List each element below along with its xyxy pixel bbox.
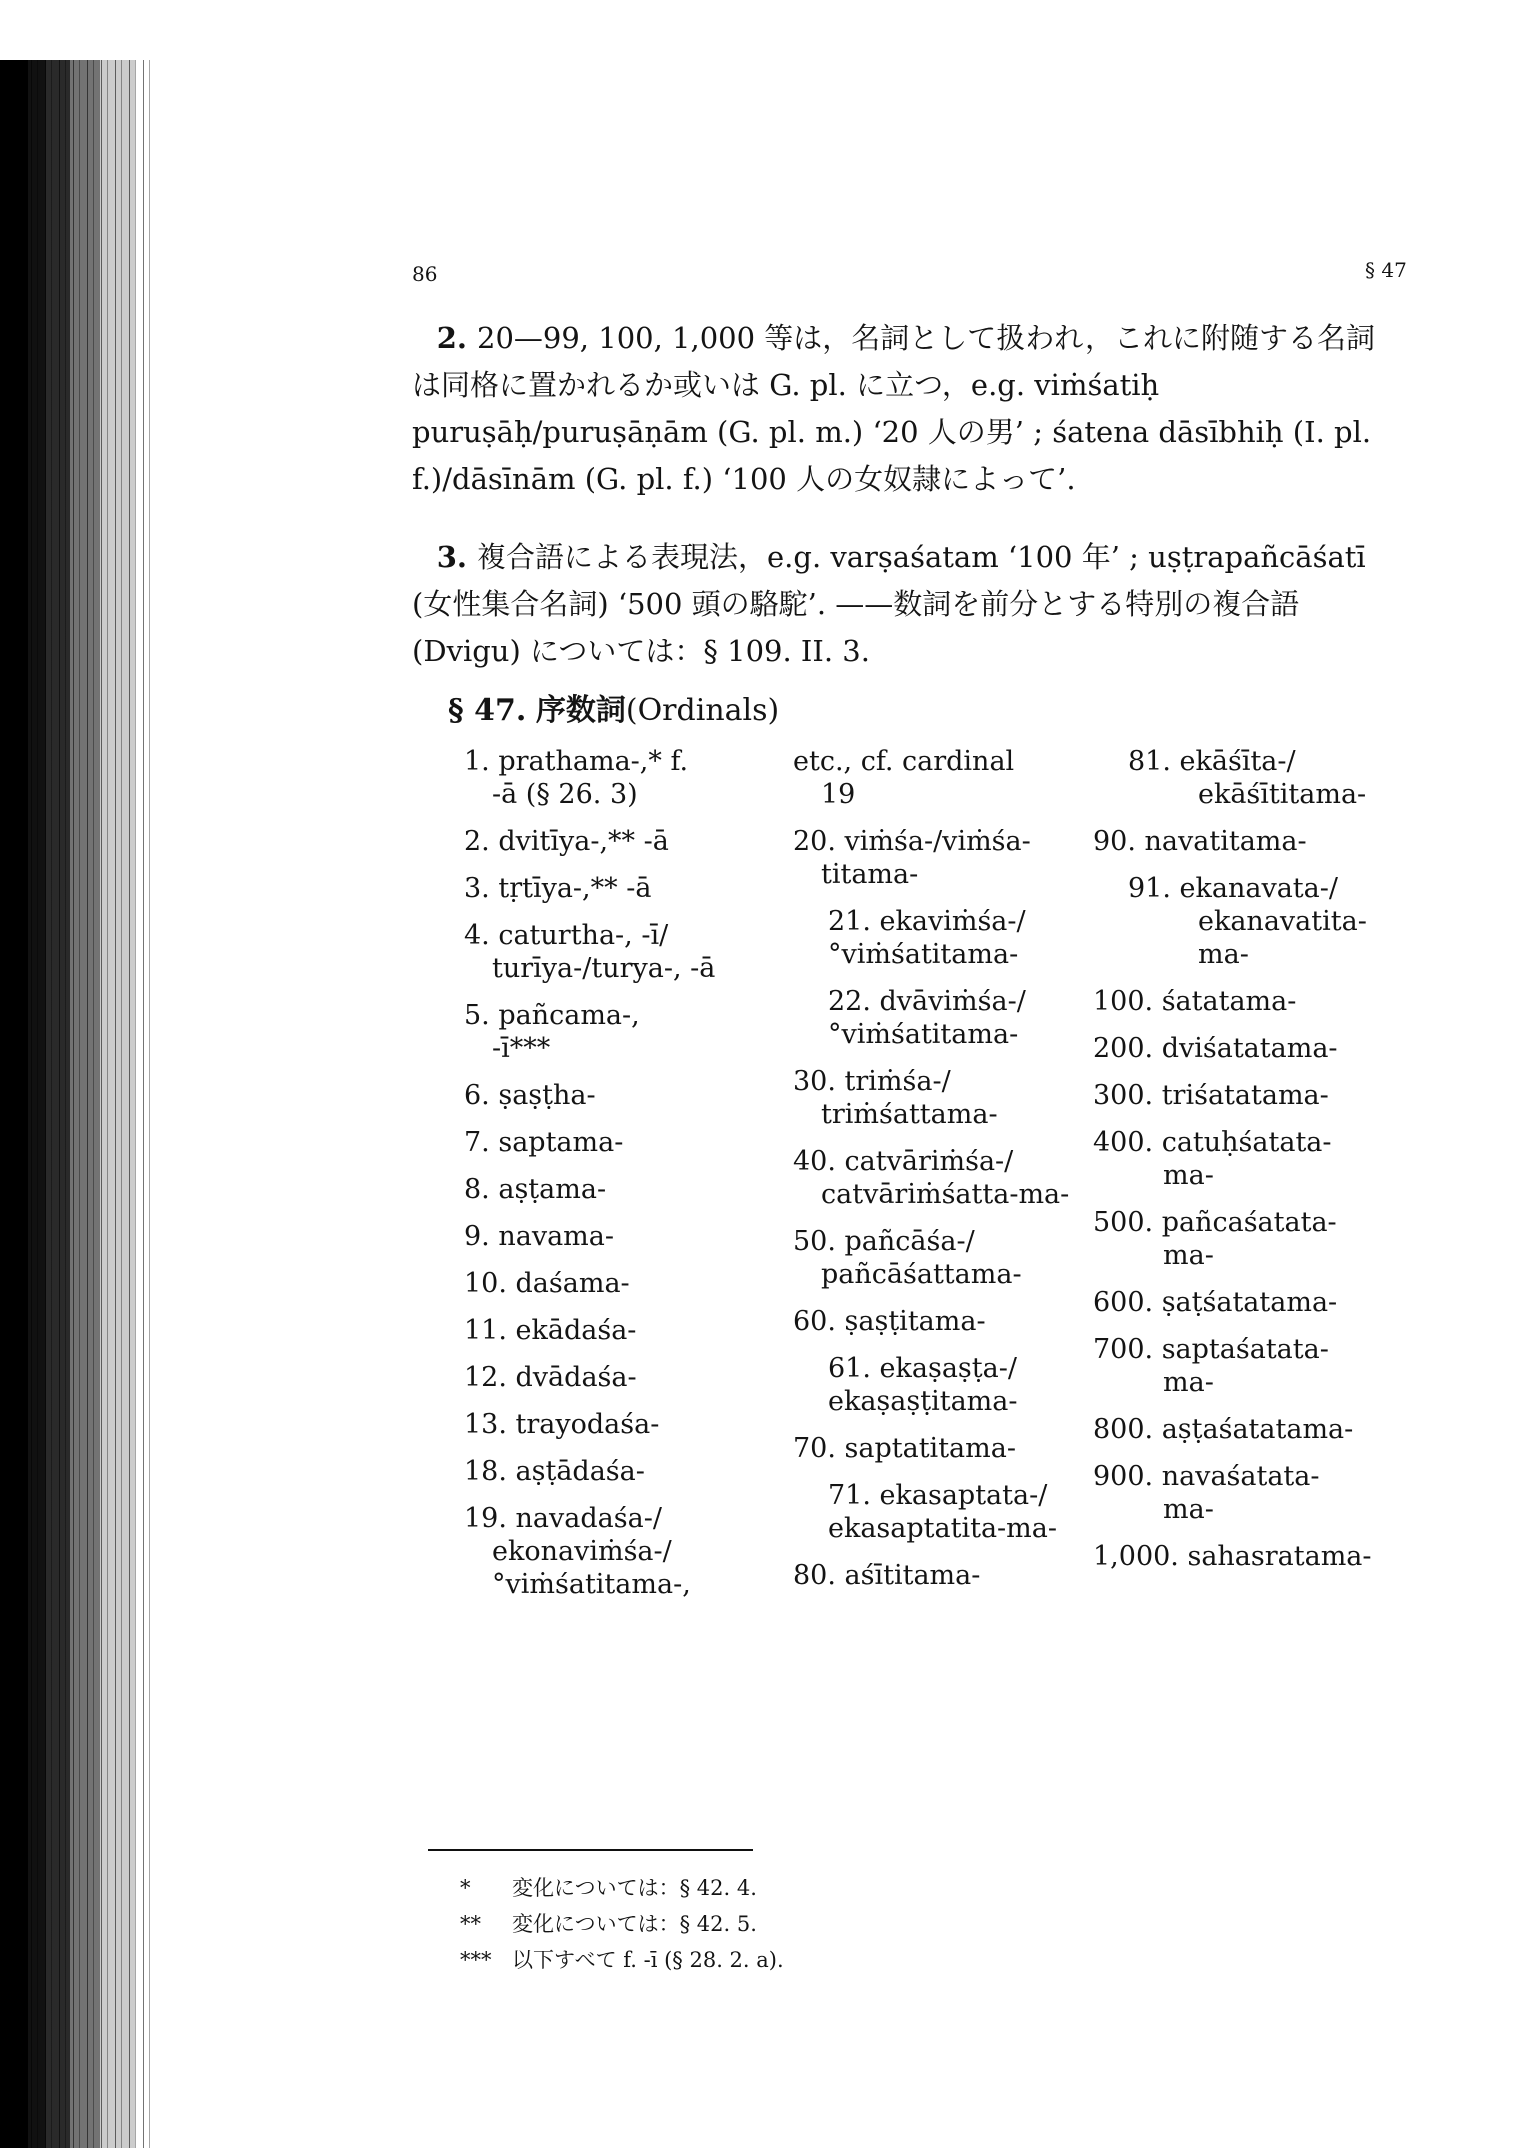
ordinal-entry <box>464 1079 764 1112</box>
ordinal-head: 81. ekāśīta-/ <box>1128 746 1296 777</box>
section-number: § 47. <box>448 693 527 728</box>
ordinal-continuation: ma- <box>1163 1160 1214 1191</box>
ordinal-head: 70. saptatitama- <box>793 1433 1016 1464</box>
ordinal-entry <box>1093 1413 1413 1446</box>
ordinal-head: 91. ekanavata-/ <box>1128 873 1338 904</box>
ordinal-head: 5. pañcama-, <box>464 1000 640 1031</box>
ordinal-head: 11. ekādaśa- <box>464 1315 637 1346</box>
footnote-text: 変化については：§ 42. 5. <box>512 1912 757 1936</box>
ordinals-column-3 <box>1093 745 1413 1587</box>
section-title-jp: 序数詞 <box>535 693 626 728</box>
ordinal-continuation: titama- <box>821 859 919 890</box>
ordinal-head: 90. navatitama- <box>1093 826 1307 857</box>
ordinal-entry <box>793 1352 1103 1418</box>
paragraph-2-text: 20—99, 100, 1,000 等は，名詞として扱われ，これに附随する名詞は同格に置かれるか或いは G. pl. に立つ，e.g. viṁśatiḥ puruṣāḥ/puruṣāṇām (G. pl. m.) ‘20 人の男’ ; śatena dāsībhiḥ (I. pl. f.)/dāsīnām (G. pl. f.) ‘100 人の女奴隷によって’. <box>412 321 1376 496</box>
ordinal-entry <box>793 985 1103 1051</box>
running-section-ref: § 47 <box>1365 258 1407 282</box>
ordinal-continuation: pañcāśattama- <box>821 1259 1022 1290</box>
footnote-mark: ** <box>460 1912 481 1936</box>
section-heading <box>448 685 779 729</box>
footnote-2 <box>460 1908 757 1938</box>
paragraph-3-label: 3. <box>436 540 467 574</box>
paragraph-2 <box>412 315 1402 503</box>
ordinal-entry <box>464 919 764 985</box>
ordinal-head: 22. dvāviṁśa-/ <box>828 986 1026 1017</box>
footnote-1 <box>460 1872 757 1902</box>
footnote-rule <box>428 1849 753 1851</box>
ordinal-continuation: triṁśattama- <box>821 1099 998 1130</box>
footnote-3 <box>460 1944 784 1974</box>
paragraph-3-text: 複合語による表現法，e.g. varṣaśatam ‘100 年’ ; uṣṭrapañcāśatī (女性集合名詞) ‘500 頭の駱駝’. ——数詞を前分とする特別の複合語 (Dvigu) については：§ 109. II. 3. <box>412 540 1366 668</box>
ordinal-head: 40. catvāriṁśa-/ <box>793 1146 1014 1177</box>
ordinal-head: 800. aṣṭaśatatama- <box>1093 1414 1354 1445</box>
ordinal-head: 1,000. sahasratama- <box>1093 1541 1372 1572</box>
ordinal-continuation: ekonaviṁśa-/ °viṁśatitama-, <box>492 1536 691 1600</box>
ordinal-entry <box>1093 1333 1413 1399</box>
ordinal-entry <box>793 745 1103 811</box>
ordinal-head: 71. ekasaptata-/ <box>828 1480 1048 1511</box>
ordinal-head: 1. prathama-,* f. <box>464 746 689 777</box>
ordinal-head: 700. saptaśatata- <box>1093 1334 1329 1365</box>
ordinal-head: 18. aṣṭādaśa- <box>464 1456 645 1487</box>
ordinal-continuation: turīya-/turya-, -ā <box>492 953 716 984</box>
ordinal-continuation: ekasaptatita-ma- <box>828 1513 1057 1544</box>
ordinal-entry <box>793 1479 1103 1545</box>
ordinal-head: 21. ekaviṁśa-/ <box>828 906 1026 937</box>
ordinal-entry <box>464 745 764 811</box>
ordinal-head: 4. caturtha-, -ī/ <box>464 920 669 951</box>
ordinal-entry <box>1093 1032 1413 1065</box>
ordinal-entry <box>1093 1206 1413 1272</box>
ordinal-entry <box>464 1455 764 1488</box>
ordinal-head: 500. pañcaśatata- <box>1093 1207 1337 1238</box>
paragraph-2-label: 2. <box>436 321 467 355</box>
ordinal-head: 7. saptama- <box>464 1127 624 1158</box>
ordinal-entry <box>793 905 1103 971</box>
ordinal-head: 2. dvitīya-,** -ā <box>464 826 669 857</box>
footnote-text: 以下すべて f. -ī (§ 28. 2. a). <box>512 1948 784 1972</box>
ordinal-head: 9. navama- <box>464 1221 615 1252</box>
ordinals-column-1 <box>464 745 764 1615</box>
ordinal-head: 200. dviśatatama- <box>1093 1033 1338 1064</box>
ordinal-entry <box>1093 745 1413 811</box>
ordinal-continuation: -ī*** <box>492 1033 551 1064</box>
ordinals-column-2 <box>793 745 1103 1606</box>
paragraph-3 <box>412 534 1402 675</box>
ordinal-head: 10. daśama- <box>464 1268 630 1299</box>
ordinal-entry <box>793 1305 1103 1338</box>
ordinal-head: 100. śatatama- <box>1093 986 1297 1017</box>
ordinal-entry <box>1093 825 1413 858</box>
ordinal-entry <box>464 1220 764 1253</box>
ordinal-head: 400. catuḥśatata- <box>1093 1127 1332 1158</box>
ordinal-head: 12. dvādaśa- <box>464 1362 637 1393</box>
ordinal-head: 13. trayodaśa- <box>464 1409 660 1440</box>
ordinal-continuation: 19 <box>821 779 856 810</box>
ordinal-continuation: -ā (§ 26. 3) <box>492 779 638 810</box>
footnote-mark: *** <box>460 1948 492 1972</box>
ordinal-entry <box>464 1408 764 1441</box>
ordinal-entry <box>1093 1079 1413 1112</box>
ordinal-continuation: ma- <box>1163 1240 1214 1271</box>
gutter-top-margin <box>0 0 150 60</box>
ordinal-entry <box>464 825 764 858</box>
ordinal-entry <box>1093 872 1413 971</box>
ordinal-continuation: catvāriṁśatta-ma- <box>821 1179 1070 1210</box>
ordinal-entry <box>793 1432 1103 1465</box>
ordinal-entry <box>464 1361 764 1394</box>
ordinal-entry <box>464 1173 764 1206</box>
ordinal-entry <box>1093 1286 1413 1319</box>
ordinal-entry <box>1093 1460 1413 1526</box>
ordinal-continuation: ekanavatita-ma- <box>1198 906 1367 970</box>
ordinal-head: 900. navaśatata- <box>1093 1461 1320 1492</box>
ordinal-entry <box>464 872 764 905</box>
ordinal-entry <box>464 1314 764 1347</box>
ordinal-head: 19. navadaśa-/ <box>464 1503 662 1534</box>
ordinal-continuation: °viṁśatitama- <box>828 939 1019 970</box>
ordinal-entry <box>793 1559 1103 1592</box>
ordinal-continuation: °viṁśatitama- <box>828 1019 1019 1050</box>
ordinal-entry <box>464 1502 764 1601</box>
ordinal-head: 6. ṣaṣṭha- <box>464 1080 596 1111</box>
ordinal-head: 61. ekaṣaṣṭa-/ <box>828 1353 1017 1384</box>
ordinal-continuation: ma- <box>1163 1494 1214 1525</box>
book-gutter-shadow <box>0 0 150 2148</box>
ordinal-head: 80. aśītitama- <box>793 1560 981 1591</box>
ordinal-head: 30. triṁśa-/ <box>793 1066 951 1097</box>
ordinal-head: 20. viṁśa-/viṁśa- <box>793 826 1031 857</box>
ordinal-entry <box>793 825 1103 891</box>
ordinal-entry <box>793 1225 1103 1291</box>
ordinal-head: 60. ṣaṣṭitama- <box>793 1306 986 1337</box>
ordinal-entry <box>1093 1540 1413 1573</box>
page-number: 86 <box>412 262 438 286</box>
ordinal-head: etc., cf. cardinal <box>793 746 1015 777</box>
ordinal-continuation: ekāśītitama- <box>1198 779 1367 810</box>
ordinal-continuation: ekaṣaṣṭitama- <box>828 1386 1018 1417</box>
ordinal-head: 50. pañcāśa-/ <box>793 1226 975 1257</box>
ordinal-entry <box>464 1126 764 1159</box>
ordinal-continuation: ma- <box>1163 1367 1214 1398</box>
section-title-en: (Ordinals) <box>625 693 780 728</box>
ordinal-entry <box>793 1145 1103 1211</box>
ordinal-head: 300. triśatatama- <box>1093 1080 1329 1111</box>
ordinal-entry <box>1093 1126 1413 1192</box>
ordinal-head: 3. tṛtīya-,** -ā <box>464 873 652 904</box>
ordinal-entry <box>464 1267 764 1300</box>
footnote-mark: * <box>460 1876 471 1900</box>
ordinal-entry <box>793 1065 1103 1131</box>
ordinal-head: 8. aṣṭama- <box>464 1174 607 1205</box>
ordinal-entry <box>464 999 764 1065</box>
ordinal-head: 600. ṣaṭśatatama- <box>1093 1287 1338 1318</box>
footnote-text: 変化については：§ 42. 4. <box>512 1876 757 1900</box>
ordinal-entry <box>1093 985 1413 1018</box>
